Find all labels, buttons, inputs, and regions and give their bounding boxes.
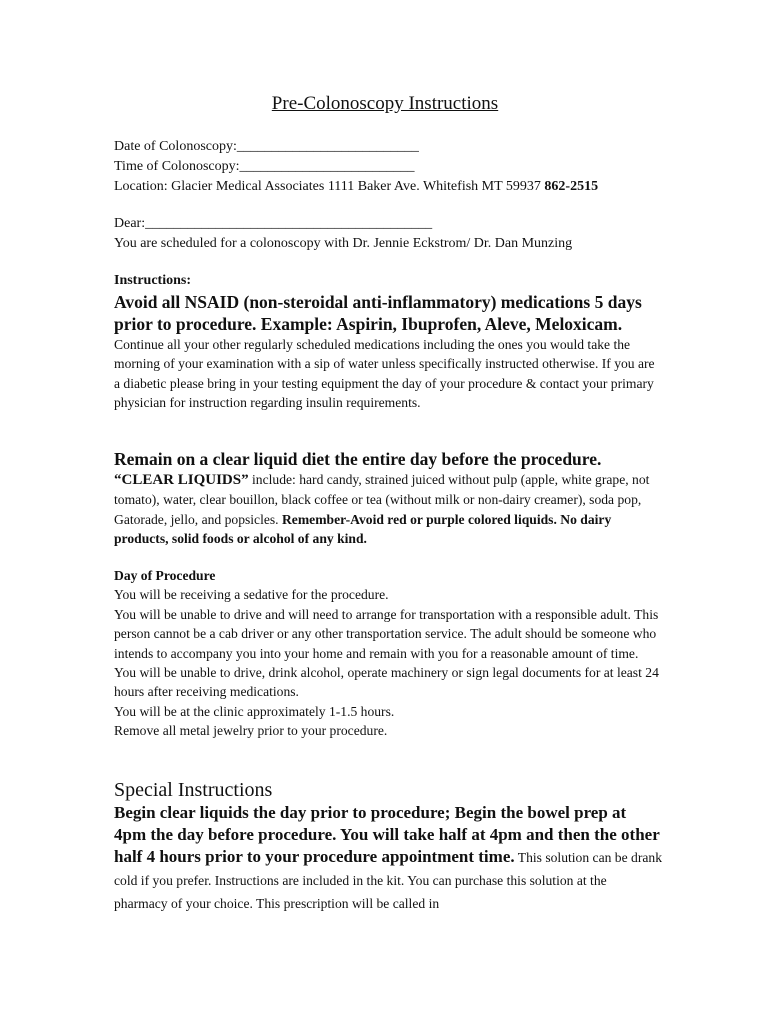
- location-phone: 862-2515: [544, 179, 599, 194]
- greeting: [114, 214, 662, 254]
- location-text: Location: Glacier Medical Associates 1111 Baker Ave. Whitefish MT 59937: [114, 179, 545, 194]
- nsaid-warning: Avoid all NSAID (non-steroidal anti-inflammatory) medications 5 days prior to procedure. Example: Aspirin, Ibuprofen, Aleve, Meloxicam.: [114, 292, 642, 334]
- day-of-procedure-section: [114, 566, 662, 741]
- special-normal-text: This solution can be drank cold if you prefer. Instructions are included in the kit. You can purchase this solution at the pharmacy of your choice. This prescription will be called in: [114, 850, 662, 911]
- day-of-item: You will be unable to drive and will need to arrange for transportation with a responsible adult. This person cannot be a cab driver or any other transportation service. The adult should be someone who intends to accompany you into your home and remain with you for a reasonable amount of time.: [114, 606, 659, 661]
- time-line: Time of Colonoscopy:_________________________: [114, 159, 415, 174]
- clear-liquid-paragraph: [114, 470, 662, 549]
- clear-liquids-label: “CLEAR LIQUIDS”: [114, 472, 249, 488]
- remember-warning: Remember-Avoid red or purple colored liquids. No dairy products, solid foods or alcohol of any kind.: [114, 511, 612, 547]
- day-of-item: You will be receiving a sedative for the procedure.: [114, 587, 389, 603]
- scheduled-line: You are scheduled for a colonoscopy with Dr. Jennie Eckstrom/ Dr. Dan Munzing: [114, 236, 573, 251]
- appointment-info: [114, 137, 662, 197]
- clear-liquids-list: include: hard candy, strained juiced without pulp (apple, white grape, not tomato), water, clear bouillon, black coffee or tea (without milk or non-dairy creamer), soda pop, Gatorade, jello, and popsicles.: [114, 472, 650, 527]
- page-title: Pre-Colonoscopy Instructions: [271, 93, 499, 114]
- location-line: [114, 177, 662, 197]
- special-bold-text: Begin clear liquids the day prior to procedure; Begin the bowel prep at 4pm the day before procedure. You will take half at 4pm and then the other half 4 hours prior to your procedure appointment time.: [114, 803, 660, 866]
- instructions-label: Instructions:: [114, 273, 192, 288]
- special-instructions-section: [114, 778, 662, 915]
- day-of-heading: Day of Procedure: [114, 568, 216, 583]
- clear-liquid-heading: Remain on a clear liquid diet the entire day before the procedure.: [114, 449, 602, 469]
- special-paragraph: [114, 802, 662, 915]
- day-of-item: Remove all metal jewelry prior to your procedure.: [114, 723, 388, 739]
- day-of-item: You will be at the clinic approximately 1-1.5 hours.: [114, 703, 395, 719]
- date-line: Date of Colonoscopy:__________________________: [114, 139, 419, 154]
- clear-liquid-section: [114, 448, 662, 549]
- day-of-item: You will be unable to drive, drink alcohol, operate machinery or sign legal documents for at least 24 hours after receiving medications.: [114, 665, 659, 700]
- medications-paragraph: Continue all your other regularly scheduled medications including the ones you would take the morning of your examination with a sip of water unless specifically instructed otherwise. If you are a diabetic please bring in your testing equipment the day of your procedure & contact your primary physician for instruction regarding insulin requirements.: [114, 337, 655, 411]
- instructions-section: [114, 271, 662, 413]
- dear-line: Dear:_________________________________________: [114, 216, 433, 231]
- special-heading: Special Instructions: [114, 779, 273, 801]
